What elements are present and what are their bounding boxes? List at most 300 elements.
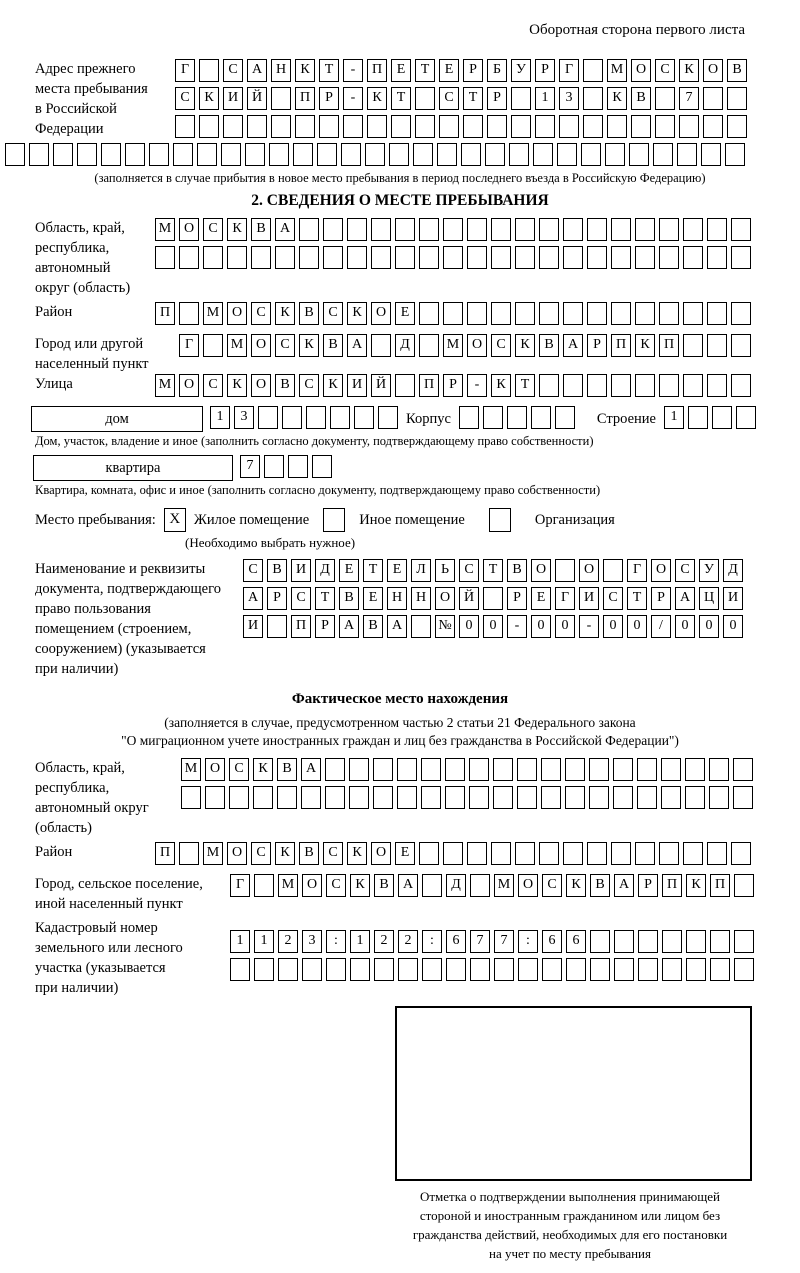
char-box — [539, 246, 559, 269]
char-box — [277, 786, 297, 809]
char-box: С — [439, 87, 459, 110]
char-box — [278, 958, 298, 981]
char-box: А — [301, 758, 321, 781]
char-box — [175, 115, 195, 138]
fact-city-block — [35, 874, 800, 914]
char-box: 1 — [230, 930, 250, 953]
char-box — [539, 842, 559, 865]
char-box: 3 — [559, 87, 579, 110]
char-box — [611, 246, 631, 269]
char-box — [365, 143, 385, 166]
char-box: О — [518, 874, 538, 897]
char-box — [731, 374, 751, 397]
char-box: О — [251, 374, 271, 397]
char-box — [347, 218, 367, 241]
char-box — [326, 958, 346, 981]
char-box — [267, 615, 287, 638]
document-row3 — [243, 615, 747, 638]
char-box — [614, 930, 634, 953]
char-box: 7 — [240, 455, 260, 478]
char-box: М — [203, 842, 223, 865]
stay-place-block — [35, 508, 800, 532]
char-box — [555, 406, 575, 429]
char-box — [247, 115, 267, 138]
char-box: М — [227, 334, 247, 357]
char-box: Г — [627, 559, 647, 582]
char-box: К — [686, 874, 706, 897]
char-box — [542, 958, 562, 981]
char-box — [677, 143, 697, 166]
char-box — [446, 958, 466, 981]
char-box: И — [291, 559, 311, 582]
district-block — [35, 302, 800, 330]
char-box: Т — [363, 559, 383, 582]
char-box: П — [611, 334, 631, 357]
char-box: : — [518, 930, 538, 953]
char-box — [631, 115, 651, 138]
char-box — [299, 218, 319, 241]
char-box — [349, 758, 369, 781]
char-box — [467, 842, 487, 865]
city-block — [35, 334, 800, 374]
char-box — [203, 334, 223, 357]
korpus-row — [459, 406, 579, 429]
stroenie-label: Строение — [596, 411, 656, 427]
char-box: А — [243, 587, 263, 610]
char-box: В — [299, 302, 319, 325]
char-box — [727, 115, 747, 138]
char-box — [707, 218, 727, 241]
char-box: Р — [487, 87, 507, 110]
char-box: С — [542, 874, 562, 897]
char-box — [683, 218, 703, 241]
document-block — [35, 559, 800, 679]
char-box: Р — [315, 615, 335, 638]
char-box: М — [155, 218, 175, 241]
char-box — [688, 406, 708, 429]
char-box — [659, 842, 679, 865]
char-box — [659, 246, 679, 269]
prev-address-note: (заполняется в случае прибытия в новое место пребывания в период последнего въезда в Российскую Федерацию) — [94, 171, 706, 185]
char-box — [230, 958, 250, 981]
char-box — [77, 143, 97, 166]
char-box: С — [275, 334, 295, 357]
char-box: О — [227, 842, 247, 865]
char-box — [367, 115, 387, 138]
char-box — [511, 87, 531, 110]
char-box — [683, 246, 703, 269]
char-box — [531, 406, 551, 429]
char-box — [445, 786, 465, 809]
char-box: К — [347, 842, 367, 865]
city-row — [179, 334, 755, 357]
char-box — [491, 246, 511, 269]
char-box — [563, 302, 583, 325]
char-box: Р — [443, 374, 463, 397]
char-box — [703, 87, 723, 110]
char-box: Т — [627, 587, 647, 610]
char-box — [565, 758, 585, 781]
char-box: Е — [395, 302, 415, 325]
char-box — [587, 842, 607, 865]
char-box: И — [723, 587, 743, 610]
char-box — [731, 246, 751, 269]
char-box: С — [323, 842, 343, 865]
char-box: В — [539, 334, 559, 357]
fact-district-block — [35, 842, 800, 870]
char-box — [467, 246, 487, 269]
fact-region-row1 — [181, 758, 757, 781]
char-box: М — [278, 874, 298, 897]
char-box — [581, 143, 601, 166]
char-box: П — [710, 874, 730, 897]
char-box — [419, 218, 439, 241]
char-box — [683, 842, 703, 865]
char-box — [539, 218, 559, 241]
confirmation-caption: Отметка о подтверждении выполнения принимающей стороной и иностранным гражданином или лицом без гражданства действий, необходимых для его постановки на учет по месту пребывания — [412, 1189, 728, 1261]
char-box — [661, 786, 681, 809]
char-box: М — [203, 302, 223, 325]
char-box: К — [227, 218, 247, 241]
street-row — [155, 374, 755, 397]
char-box — [419, 302, 439, 325]
char-box: С — [175, 87, 195, 110]
char-box — [611, 374, 631, 397]
char-box: 2 — [374, 930, 394, 953]
char-box — [173, 143, 193, 166]
house-number-row — [210, 406, 402, 429]
char-box — [469, 786, 489, 809]
char-box — [635, 246, 655, 269]
char-box: Т — [319, 59, 339, 82]
char-box: С — [603, 587, 623, 610]
char-box: Й — [371, 374, 391, 397]
char-box — [589, 786, 609, 809]
char-box: Й — [459, 587, 479, 610]
char-box: Н — [411, 587, 431, 610]
char-box: С — [675, 559, 695, 582]
apartment-caption: Квартира, комната, офис и иное (заполнить согласно документу, подтверждающему право собственности) — [35, 483, 601, 497]
district-row — [155, 302, 755, 325]
actual-location-title: Фактическое место нахождения — [291, 691, 509, 707]
char-box — [445, 758, 465, 781]
char-box — [179, 842, 199, 865]
char-box — [179, 246, 199, 269]
char-box — [563, 218, 583, 241]
char-box: 0 — [627, 615, 647, 638]
char-box: - — [579, 615, 599, 638]
char-box — [269, 143, 289, 166]
char-box: Г — [559, 59, 579, 82]
char-box: 0 — [675, 615, 695, 638]
char-box — [323, 246, 343, 269]
char-box — [661, 758, 681, 781]
cadastral-block — [35, 918, 800, 998]
char-box — [323, 218, 343, 241]
char-box: Д — [446, 874, 466, 897]
district-label: Район — [35, 304, 73, 320]
prev-address-row2 — [175, 87, 751, 110]
char-box — [707, 246, 727, 269]
char-box: 1 — [350, 930, 370, 953]
char-box — [731, 334, 751, 357]
fact-region-label: Область, край, республика, автономный округ (область) — [35, 760, 149, 836]
char-box — [559, 115, 579, 138]
char-box — [635, 302, 655, 325]
char-box — [411, 615, 431, 638]
char-box — [325, 786, 345, 809]
char-box — [686, 958, 706, 981]
char-box — [205, 786, 225, 809]
stay-place-label: Место пребывания: — [35, 511, 156, 528]
char-box — [515, 218, 535, 241]
char-box — [459, 406, 479, 429]
char-box — [733, 758, 753, 781]
char-box — [443, 302, 463, 325]
char-box: П — [295, 87, 315, 110]
char-box: С — [291, 587, 311, 610]
char-box: : — [422, 930, 442, 953]
char-box — [463, 115, 483, 138]
char-box — [701, 143, 721, 166]
char-box — [264, 455, 284, 478]
char-box — [437, 143, 457, 166]
char-box: П — [367, 59, 387, 82]
char-box: М — [494, 874, 514, 897]
char-box: А — [347, 334, 367, 357]
char-box — [709, 786, 729, 809]
char-box: М — [443, 334, 463, 357]
actual-location-note2: "О миграционном учете иностранных граждан и лиц без гражданства в Российской Федерации") — [121, 733, 679, 748]
char-box: 0 — [531, 615, 551, 638]
other-premises-label: Иное помещение — [359, 511, 465, 528]
char-box: - — [343, 59, 363, 82]
char-box: А — [275, 218, 295, 241]
char-box: 7 — [679, 87, 699, 110]
char-box — [395, 218, 415, 241]
char-box — [275, 246, 295, 269]
char-box — [603, 559, 623, 582]
char-box: Г — [555, 587, 575, 610]
char-box — [254, 958, 274, 981]
char-box — [685, 758, 705, 781]
char-box — [469, 758, 489, 781]
char-box — [509, 143, 529, 166]
char-box — [343, 115, 363, 138]
char-box: Н — [271, 59, 291, 82]
char-box — [555, 559, 575, 582]
char-box — [637, 758, 657, 781]
char-box — [653, 143, 673, 166]
char-box — [271, 115, 291, 138]
char-box: И — [579, 587, 599, 610]
char-box — [587, 302, 607, 325]
char-box: Г — [230, 874, 250, 897]
char-box — [659, 302, 679, 325]
char-box: 0 — [603, 615, 623, 638]
char-box: 0 — [699, 615, 719, 638]
char-box: 0 — [555, 615, 575, 638]
char-box — [731, 302, 751, 325]
char-box — [518, 958, 538, 981]
char-box: С — [251, 302, 271, 325]
char-box — [517, 786, 537, 809]
char-box — [373, 786, 393, 809]
char-box: 0 — [723, 615, 743, 638]
char-box — [155, 246, 175, 269]
char-box: О — [435, 587, 455, 610]
char-box — [638, 930, 658, 953]
char-box — [712, 406, 732, 429]
char-box: 3 — [302, 930, 322, 953]
char-box — [149, 143, 169, 166]
char-box — [605, 143, 625, 166]
char-box — [491, 842, 511, 865]
page-header-note: Оборотная сторона первого листа — [529, 22, 745, 38]
char-box: Р — [651, 587, 671, 610]
char-box: В — [267, 559, 287, 582]
char-box: О — [227, 302, 247, 325]
char-box — [635, 842, 655, 865]
char-box — [443, 246, 463, 269]
char-box — [613, 758, 633, 781]
char-box: К — [607, 87, 627, 110]
prev-address-row3 — [175, 115, 751, 138]
char-box — [295, 115, 315, 138]
char-box — [299, 246, 319, 269]
char-box — [494, 958, 514, 981]
char-box — [614, 958, 634, 981]
char-box — [611, 218, 631, 241]
char-box: М — [155, 374, 175, 397]
char-box: 0 — [483, 615, 503, 638]
region-row2 — [155, 246, 755, 269]
char-box — [422, 874, 442, 897]
char-box — [470, 958, 490, 981]
char-box: И — [223, 87, 243, 110]
char-box — [439, 115, 459, 138]
document-label: Наименование и реквизиты документа, подтверждающего право пользования помещением (строением, сооружением) (указывается при наличии) — [35, 561, 221, 677]
char-box — [374, 958, 394, 981]
char-box — [258, 406, 278, 429]
char-box — [727, 87, 747, 110]
char-box — [707, 334, 727, 357]
char-box — [251, 246, 271, 269]
char-box — [306, 406, 326, 429]
char-box — [347, 246, 367, 269]
char-box: Ц — [699, 587, 719, 610]
char-box — [317, 143, 337, 166]
char-box — [583, 59, 603, 82]
char-box: С — [243, 559, 263, 582]
char-box: В — [277, 758, 297, 781]
char-box — [470, 874, 490, 897]
char-box — [413, 143, 433, 166]
char-box — [734, 874, 754, 897]
char-box — [302, 958, 322, 981]
char-box: С — [203, 218, 223, 241]
char-box — [293, 143, 313, 166]
char-box — [541, 786, 561, 809]
char-box: Ь — [435, 559, 455, 582]
char-box: : — [326, 930, 346, 953]
char-box — [493, 758, 513, 781]
char-box: 1 — [254, 930, 274, 953]
cadastral-label: Кадастровый номер земельного или лесного участка (указывается при наличии) — [35, 920, 183, 996]
char-box: / — [651, 615, 671, 638]
char-box — [583, 115, 603, 138]
char-box — [397, 758, 417, 781]
char-box: К — [350, 874, 370, 897]
char-box: К — [227, 374, 247, 397]
char-box — [635, 374, 655, 397]
char-box — [197, 143, 217, 166]
char-box — [221, 143, 241, 166]
char-box: - — [343, 87, 363, 110]
char-box — [511, 115, 531, 138]
char-box: 1 — [664, 406, 684, 429]
char-box: Р — [535, 59, 555, 82]
char-box — [731, 218, 751, 241]
char-box — [589, 758, 609, 781]
char-box — [395, 374, 415, 397]
char-box: В — [631, 87, 651, 110]
char-box — [421, 786, 441, 809]
char-box — [662, 958, 682, 981]
char-box — [557, 143, 577, 166]
char-box: 7 — [470, 930, 490, 953]
region-row1 — [155, 218, 755, 241]
char-box — [683, 374, 703, 397]
char-box: С — [323, 302, 343, 325]
prev-address-block — [35, 59, 800, 143]
char-box — [725, 143, 745, 166]
char-box — [29, 143, 49, 166]
char-box — [566, 958, 586, 981]
char-box: О — [302, 874, 322, 897]
char-box: Д — [723, 559, 743, 582]
char-box — [662, 930, 682, 953]
char-box: К — [295, 59, 315, 82]
char-box — [223, 115, 243, 138]
prev-address-rows — [175, 59, 751, 143]
char-box — [350, 958, 370, 981]
char-box — [587, 218, 607, 241]
char-box — [254, 874, 274, 897]
char-box — [371, 218, 391, 241]
document-row1 — [243, 559, 747, 582]
char-box — [312, 455, 332, 478]
char-box — [707, 374, 727, 397]
char-box — [371, 246, 391, 269]
char-box — [637, 786, 657, 809]
prev-address-row4 — [5, 143, 800, 166]
char-box — [731, 842, 751, 865]
char-box — [391, 115, 411, 138]
char-box — [683, 302, 703, 325]
char-box — [655, 87, 675, 110]
char-box: Т — [483, 559, 503, 582]
char-box — [203, 246, 223, 269]
char-box: К — [491, 374, 511, 397]
char-box — [710, 958, 730, 981]
char-box — [125, 143, 145, 166]
char-box — [330, 406, 350, 429]
char-box: А — [563, 334, 583, 357]
char-box: О — [179, 374, 199, 397]
apartment-type-field: квартира — [33, 455, 233, 481]
char-box — [485, 143, 505, 166]
